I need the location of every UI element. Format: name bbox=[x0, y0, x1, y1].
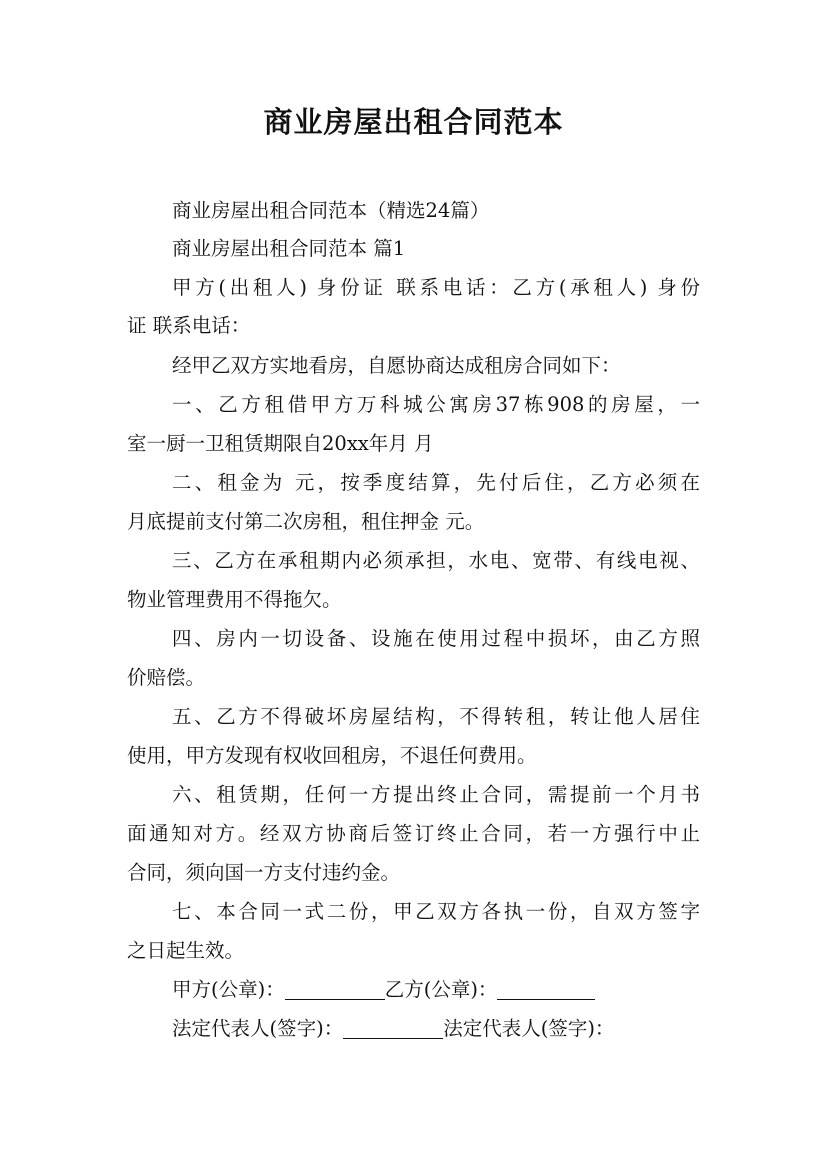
party-b-seal-label: 乙方(公章)： bbox=[384, 978, 498, 1001]
body-line: 之日起生效。 bbox=[127, 939, 245, 962]
body-line: 价赔偿。 bbox=[127, 666, 206, 689]
body-line: 甲方(出租人) 身份证 联系电话：乙方(承租人) 身份 bbox=[172, 276, 700, 299]
body-line: 三、乙方在承租期内必须承担，水电、宽带、有线电视、 bbox=[172, 549, 700, 572]
body-line: 一、乙方租借甲方万科城公寓房37栋908的房屋，一 bbox=[172, 393, 700, 416]
party-a-seal-label: 甲方(公章)： bbox=[172, 978, 285, 1001]
party-b-seal-blank bbox=[497, 979, 595, 1000]
party-a-representative-label: 法定代表人(签字)： bbox=[172, 1017, 344, 1040]
page-title: 商业房屋出租合同范本 bbox=[263, 105, 564, 139]
body-line: 四、房内一切设备、设施在使用过程中损坏，由乙方照 bbox=[172, 627, 700, 650]
signature-row-representative bbox=[172, 1015, 614, 1043]
body-line: 使用，甲方发现有权收回租房，不退任何费用。 bbox=[127, 744, 537, 767]
body-line: 经甲乙双方实地看房，自愿协商达成租房合同如下： bbox=[172, 354, 621, 377]
body-line: 物业管理费用不得拖欠。 bbox=[127, 588, 342, 611]
body-line: 五、乙方不得破坏房屋结构，不得转租，转让他人居住 bbox=[172, 705, 700, 728]
body-line: 六、租赁期，任何一方提出终止合同，需提前一个月书 bbox=[172, 783, 700, 806]
signature-row-seal bbox=[172, 976, 595, 1004]
body-line: 合同，须向国一方支付违约金。 bbox=[127, 861, 401, 884]
body-line: 面通知对方。经双方协商后签订终止合同，若一方强行中止 bbox=[127, 822, 700, 845]
body-line: 二、租金为 元，按季度结算，先付后住，乙方必须在 bbox=[172, 471, 700, 494]
subtitle: 商业房屋出租合同范本（精选24篇） bbox=[172, 199, 490, 222]
body-line: 证 联系电话： bbox=[127, 314, 251, 337]
body-line: 月底提前支付第二次房租，租住押金 元。 bbox=[127, 510, 485, 533]
party-a-seal-blank bbox=[285, 979, 385, 1000]
section-heading: 商业房屋出租合同范本 篇1 bbox=[172, 237, 406, 260]
party-b-representative-label: 法定代表人(签字)： bbox=[443, 1017, 615, 1040]
body-line: 室一厨一卫租赁期限自20xx年月 月 bbox=[127, 432, 434, 455]
body-line: 七、本合同一式二份，甲乙双方各执一份，自双方签字 bbox=[172, 900, 700, 923]
party-a-representative-blank bbox=[343, 1018, 443, 1039]
